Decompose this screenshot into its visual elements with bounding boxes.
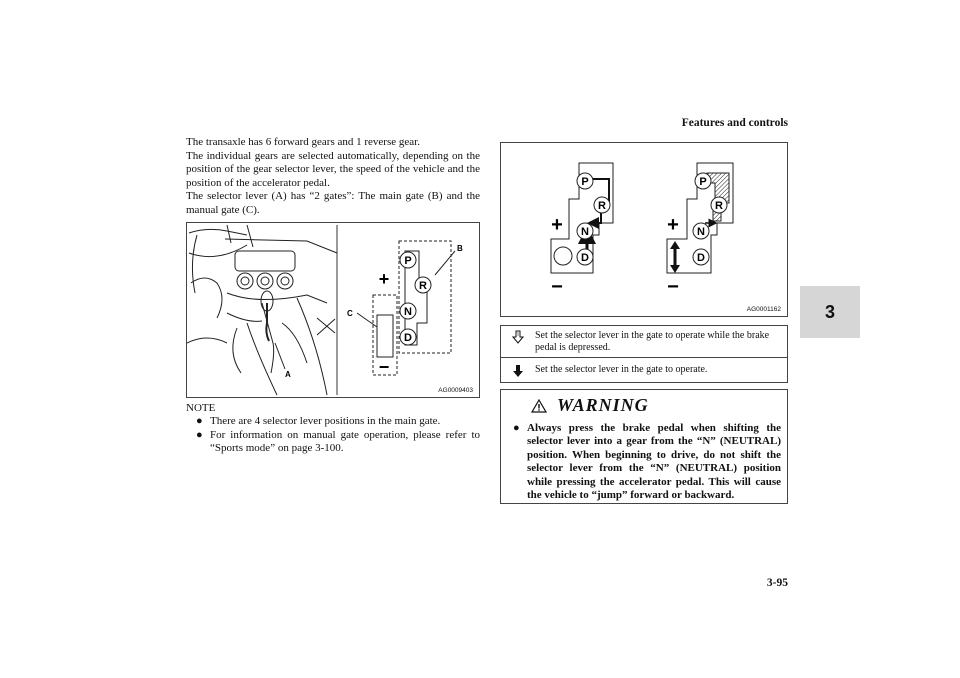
fig2-right-gear-p: P — [699, 176, 707, 188]
note-title: NOTE — [186, 402, 216, 414]
right-gate-diagram — [667, 163, 733, 298]
fig1-gear-p: P — [404, 255, 412, 267]
fig1-gear-d: D — [404, 332, 412, 344]
section-header: Features and controls — [681, 117, 788, 129]
legend-divider — [501, 357, 787, 358]
legend-row-brake — [501, 330, 787, 354]
interior-illustration — [187, 223, 479, 397]
fig1-gear-n: N — [404, 306, 412, 318]
note-item-text: For information on manual gate operation, please refer to “Sports mode” on page 3-100. — [210, 428, 480, 455]
warning-item — [513, 422, 781, 502]
warning-box — [500, 389, 788, 504]
fig1-minus: − — [378, 357, 390, 377]
fig2-left-gear-p: P — [581, 176, 589, 188]
fig2-right-gear-n: N — [697, 226, 705, 238]
warning-header — [531, 395, 649, 416]
fig2-right-gear-r: R — [715, 200, 723, 212]
fig2-left-gear-n: N — [581, 226, 589, 238]
label-a: A — [285, 370, 291, 379]
figure2-code: AG0001162 — [746, 306, 781, 313]
intro-paragraph-3: The selector lever (A) has “2 gates”: The main gate (B) and the manual gate (C). — [186, 190, 480, 216]
legend-text-normal: Set the selector lever in the gate to operate. — [535, 364, 708, 375]
note-item — [186, 415, 480, 428]
warning-title: WARNING — [557, 395, 649, 415]
gate-operation-figure — [500, 142, 788, 317]
fig2-left-minus: − — [551, 276, 563, 298]
legend-text-brake: Set the selector lever in the gate to operate while the brake pedal is depressed. — [535, 330, 770, 353]
note-block — [186, 402, 480, 456]
warning-text: Always press the brake pedal when shifting the selector lever into a gear from the “N” (NEUTRAL) position. When beginning to drive, do not shift the selector lever from the “N” (NEUTRAL) position while pressing the accelerator pedal. This will cause the vehicle to “jump” forward or backward. — [527, 422, 781, 502]
legend-row-normal — [501, 364, 787, 378]
left-gate-diagram — [551, 163, 613, 298]
fig2-right-gear-d: D — [697, 252, 705, 264]
note-item-text: There are 4 selector lever positions in the main gate. — [210, 415, 441, 428]
label-b: B — [457, 244, 463, 253]
bullet-icon: ● — [196, 428, 203, 441]
intro-text — [186, 136, 480, 218]
label-c: C — [347, 309, 353, 318]
fig2-left-gear-d: D — [581, 252, 589, 264]
fig1-plus: + — [378, 269, 390, 289]
warning-triangle-icon — [531, 399, 547, 413]
legend-box — [500, 325, 788, 383]
figure1-code: AG0009403 — [438, 387, 473, 394]
fig2-right-minus: − — [667, 276, 679, 298]
chapter-number: 3 — [824, 301, 835, 322]
selector-lever-figure — [186, 222, 480, 398]
solid-down-arrow-icon — [501, 364, 535, 378]
bullet-icon: ● — [196, 415, 203, 428]
chapter-tab — [800, 286, 860, 338]
fig1-gear-r: R — [419, 280, 427, 292]
page-number: 3-95 — [766, 577, 788, 589]
fig2-left-plus: + — [551, 214, 563, 236]
intro-paragraph-1: The transaxle has 6 forward gears and 1 reverse gear. — [186, 136, 420, 148]
bullet-icon: ● — [513, 422, 520, 434]
fig2-left-gear-r: R — [598, 200, 606, 212]
gate-diagrams — [501, 143, 787, 316]
intro-paragraph-2: The individual gears are selected automatically, depending on the position of the gear selector lever, the speed of the vehicle and the position of the accelerator pedal. — [186, 149, 480, 189]
outline-down-arrow-icon — [501, 330, 535, 354]
fig2-right-plus: + — [667, 214, 679, 236]
note-item — [186, 429, 480, 456]
